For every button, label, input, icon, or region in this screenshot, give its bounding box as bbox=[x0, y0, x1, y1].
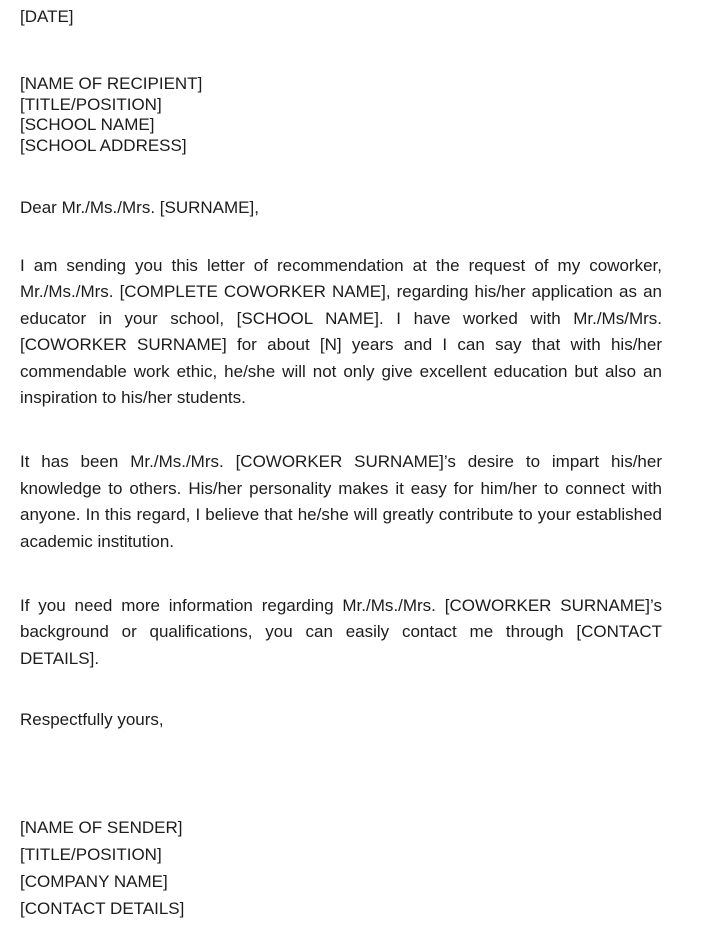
body-paragraph-2: It has been Mr./Ms./Mrs. [COWORKER SURNAME]’s desire to impart his/her knowledge to others. His/her personality makes it easy for him/her to connect with anyone. In this regard, I believe that he/she will greatly contribute to your established academic institution. bbox=[20, 452, 662, 551]
sender-company-placeholder: [COMPANY NAME] bbox=[20, 872, 168, 892]
closing-line: Respectfully yours, bbox=[20, 710, 164, 730]
salutation: Dear Mr./Ms./Mrs. [SURNAME], bbox=[20, 198, 259, 217]
sender-contact-placeholder: [CONTACT DETAILS] bbox=[20, 899, 185, 919]
date-placeholder: [DATE] bbox=[20, 7, 74, 26]
recipient-title-placeholder: [TITLE/POSITION] bbox=[20, 94, 162, 114]
recipient-school-address-placeholder: [SCHOOL ADDRESS] bbox=[20, 135, 187, 155]
sender-title-placeholder: [TITLE/POSITION] bbox=[20, 845, 162, 865]
recipient-block bbox=[20, 74, 662, 156]
recipient-school-name-placeholder: [SCHOOL NAME] bbox=[20, 115, 155, 134]
body-paragraph-3: If you need more information regarding Mr./Ms./Mrs. [COWORKER SURNAME]’s background or qualifications, you can easily contact me through [CONTACT DETAILS]. bbox=[20, 596, 662, 668]
body-paragraph-1: I am sending you this letter of recommendation at the request of my coworker, Mr./Ms./Mrs. [COMPLETE COWORKER NAME], regarding his/her application as an educator in your school, [SCHOOL NAME]. I have worked with Mr./Ms/Mrs. [COWORKER SURNAME] for about [N] years and I can say that with his/her commendable work ethic, he/she will not only give excellent education but also an inspiration to his/her students. bbox=[20, 256, 662, 408]
recipient-name-placeholder: [NAME OF RECIPIENT] bbox=[20, 74, 203, 93]
sender-name-placeholder: [NAME OF SENDER] bbox=[20, 818, 183, 838]
signature-block bbox=[20, 814, 662, 922]
